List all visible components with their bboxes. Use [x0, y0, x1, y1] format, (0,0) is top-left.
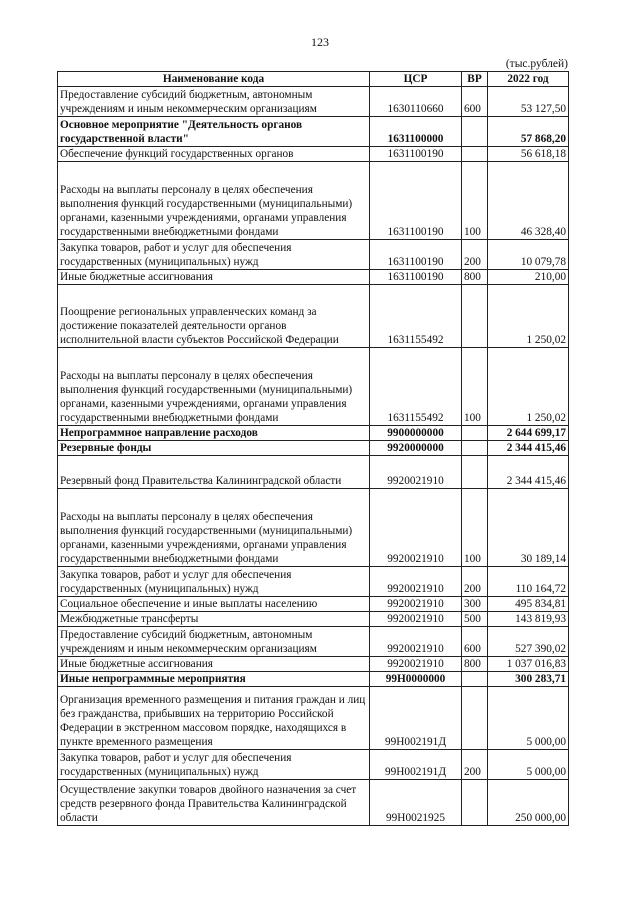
cell-vr	[462, 147, 488, 162]
cell-code: 99Н002191Д	[370, 687, 462, 750]
cell-amount: 2 344 415,46	[488, 456, 569, 489]
cell-name: Обеспечение функций государственных органов	[58, 147, 370, 162]
cell-vr: 200	[462, 750, 488, 780]
table-row	[58, 657, 569, 672]
table-row	[58, 627, 569, 657]
cell-amount: 527 390,02	[488, 627, 569, 657]
cell-name: Резервные фонды	[58, 441, 370, 456]
cell-vr	[462, 441, 488, 456]
cell-name: Резервный фонд Правительства Калининградской области	[58, 456, 370, 489]
cell-name: Иные непрограммные мероприятия	[58, 672, 370, 687]
cell-name: Расходы на выплаты персоналу в целях обеспечения выполнения функций государственными (муниципальными) органами, казенными учреждениями, органами управления государственными внебюджетными фондами	[58, 489, 370, 567]
cell-amount: 495 834,81	[488, 597, 569, 612]
table-row	[58, 441, 569, 456]
table-row	[58, 87, 569, 117]
table-row	[58, 567, 569, 597]
table-row	[58, 270, 569, 285]
cell-code: 9920021910	[370, 597, 462, 612]
cell-name: Закупка товаров, работ и услуг для обеспечения государственных (муниципальных) нужд	[58, 567, 370, 597]
table-row	[58, 612, 569, 627]
cell-amount: 56 618,18	[488, 147, 569, 162]
table-body	[58, 87, 569, 826]
cell-name: Закупка товаров, работ и услуг для обеспечения государственных (муниципальных) нужд	[58, 240, 370, 270]
budget-table	[57, 71, 569, 826]
cell-code: 1630110660	[370, 87, 462, 117]
table-row	[58, 240, 569, 270]
cell-name: Предоставление субсидий бюджетным, автономным учреждениям и иным некоммерческим организациям	[58, 627, 370, 657]
cell-vr: 600	[462, 627, 488, 657]
cell-code: 1631100190	[370, 162, 462, 240]
table-row	[58, 750, 569, 780]
cell-name: Поощрение региональных управленческих команд за достижение показателей деятельности органов исполнительной власти субъектов Российской Федерации	[58, 285, 370, 348]
cell-vr: 100	[462, 162, 488, 240]
cell-code: 1631100190	[370, 240, 462, 270]
cell-name: Предоставление субсидий бюджетным, автономным учреждениям и иным некоммерческим организациям	[58, 87, 370, 117]
cell-amount: 53 127,50	[488, 87, 569, 117]
table-row	[58, 687, 569, 750]
cell-amount: 2 644 699,17	[488, 426, 569, 441]
cell-code: 1631155492	[370, 348, 462, 426]
cell-amount: 46 328,40	[488, 162, 569, 240]
table-row	[58, 489, 569, 567]
cell-vr: 800	[462, 270, 488, 285]
page-number: 123	[311, 35, 329, 49]
cell-amount: 30 189,14	[488, 489, 569, 567]
cell-amount: 1 037 016,83	[488, 657, 569, 672]
table-row	[58, 456, 569, 489]
header-name: Наименование кода	[58, 72, 370, 87]
cell-code: 99Н002191Д	[370, 750, 462, 780]
cell-name: Межбюджетные трансферты	[58, 612, 370, 627]
table-row	[58, 117, 569, 147]
cell-name: Расходы на выплаты персоналу в целях обеспечения выполнения функций государственными (муниципальными) органами, казенными учреждениями, органами управления государственными внебюджетными фондами	[58, 348, 370, 426]
cell-name: Основное мероприятие "Деятельность органов государственной власти"	[58, 117, 370, 147]
cell-vr: 300	[462, 597, 488, 612]
cell-code: 99Н0021925	[370, 780, 462, 826]
table-row	[58, 147, 569, 162]
table-row	[58, 285, 569, 348]
cell-name: Непрограммное направление расходов	[58, 426, 370, 441]
cell-amount: 10 079,78	[488, 240, 569, 270]
cell-vr: 600	[462, 87, 488, 117]
cell-name: Расходы на выплаты персоналу в целях обеспечения выполнения функций государственными (муниципальными) органами, казенными учреждениями, органами управления государственными внебюджетными фондами	[58, 162, 370, 240]
cell-code: 9920021910	[370, 612, 462, 627]
cell-name: Осуществление закупки товаров двойного назначения за счет средств резервного фонда Правительства Калининградской области	[58, 780, 370, 826]
cell-vr: 100	[462, 489, 488, 567]
cell-amount: 110 164,72	[488, 567, 569, 597]
cell-vr	[462, 285, 488, 348]
cell-code: 99Н0000000	[370, 672, 462, 687]
cell-name: Закупка товаров, работ и услуг для обеспечения государственных (муниципальных) нужд	[58, 750, 370, 780]
cell-code: 9920021910	[370, 567, 462, 597]
cell-amount: 143 819,93	[488, 612, 569, 627]
cell-code: 9920000000	[370, 441, 462, 456]
cell-amount: 1 250,02	[488, 285, 569, 348]
cell-name: Иные бюджетные ассигнования	[58, 657, 370, 672]
cell-code: 9920021910	[370, 657, 462, 672]
cell-code: 1631100190	[370, 147, 462, 162]
header-vr: ВР	[462, 72, 488, 87]
cell-vr	[462, 780, 488, 826]
cell-vr	[462, 117, 488, 147]
table-row	[58, 780, 569, 826]
cell-code: 1631100190	[370, 270, 462, 285]
cell-vr	[462, 687, 488, 750]
cell-vr: 800	[462, 657, 488, 672]
cell-vr	[462, 426, 488, 441]
cell-vr	[462, 672, 488, 687]
cell-vr	[462, 456, 488, 489]
cell-code: 9920021910	[370, 627, 462, 657]
cell-code: 9900000000	[370, 426, 462, 441]
cell-amount: 1 250,02	[488, 348, 569, 426]
cell-code: 9920021910	[370, 489, 462, 567]
cell-vr: 200	[462, 240, 488, 270]
cell-name: Социальное обеспечение и иные выплаты населению	[58, 597, 370, 612]
table-header-row	[58, 72, 569, 87]
cell-name: Организация временного размещения и питания граждан и лиц без гражданства, прибывших на территорию Российской Федерации в экстренном массовом порядке, находящихся в пункте временного размещения	[58, 687, 370, 750]
units-label: (тыс.рублей)	[505, 58, 568, 70]
cell-amount: 2 344 415,46	[488, 441, 569, 456]
table-row	[58, 426, 569, 441]
cell-code: 1631100000	[370, 117, 462, 147]
cell-vr: 100	[462, 348, 488, 426]
table-row	[58, 348, 569, 426]
cell-amount: 5 000,00	[488, 750, 569, 780]
cell-amount: 210,00	[488, 270, 569, 285]
cell-code: 1631155492	[370, 285, 462, 348]
table-row	[58, 597, 569, 612]
cell-amount: 5 000,00	[488, 687, 569, 750]
cell-amount: 250 000,00	[488, 780, 569, 826]
cell-amount: 57 868,20	[488, 117, 569, 147]
header-csr: ЦСР	[370, 72, 462, 87]
table-row	[58, 162, 569, 240]
cell-name: Иные бюджетные ассигнования	[58, 270, 370, 285]
header-2022: 2022 год	[488, 72, 569, 87]
table-row	[58, 672, 569, 687]
cell-vr: 500	[462, 612, 488, 627]
cell-vr: 200	[462, 567, 488, 597]
cell-code: 9920021910	[370, 456, 462, 489]
cell-amount: 300 283,71	[488, 672, 569, 687]
